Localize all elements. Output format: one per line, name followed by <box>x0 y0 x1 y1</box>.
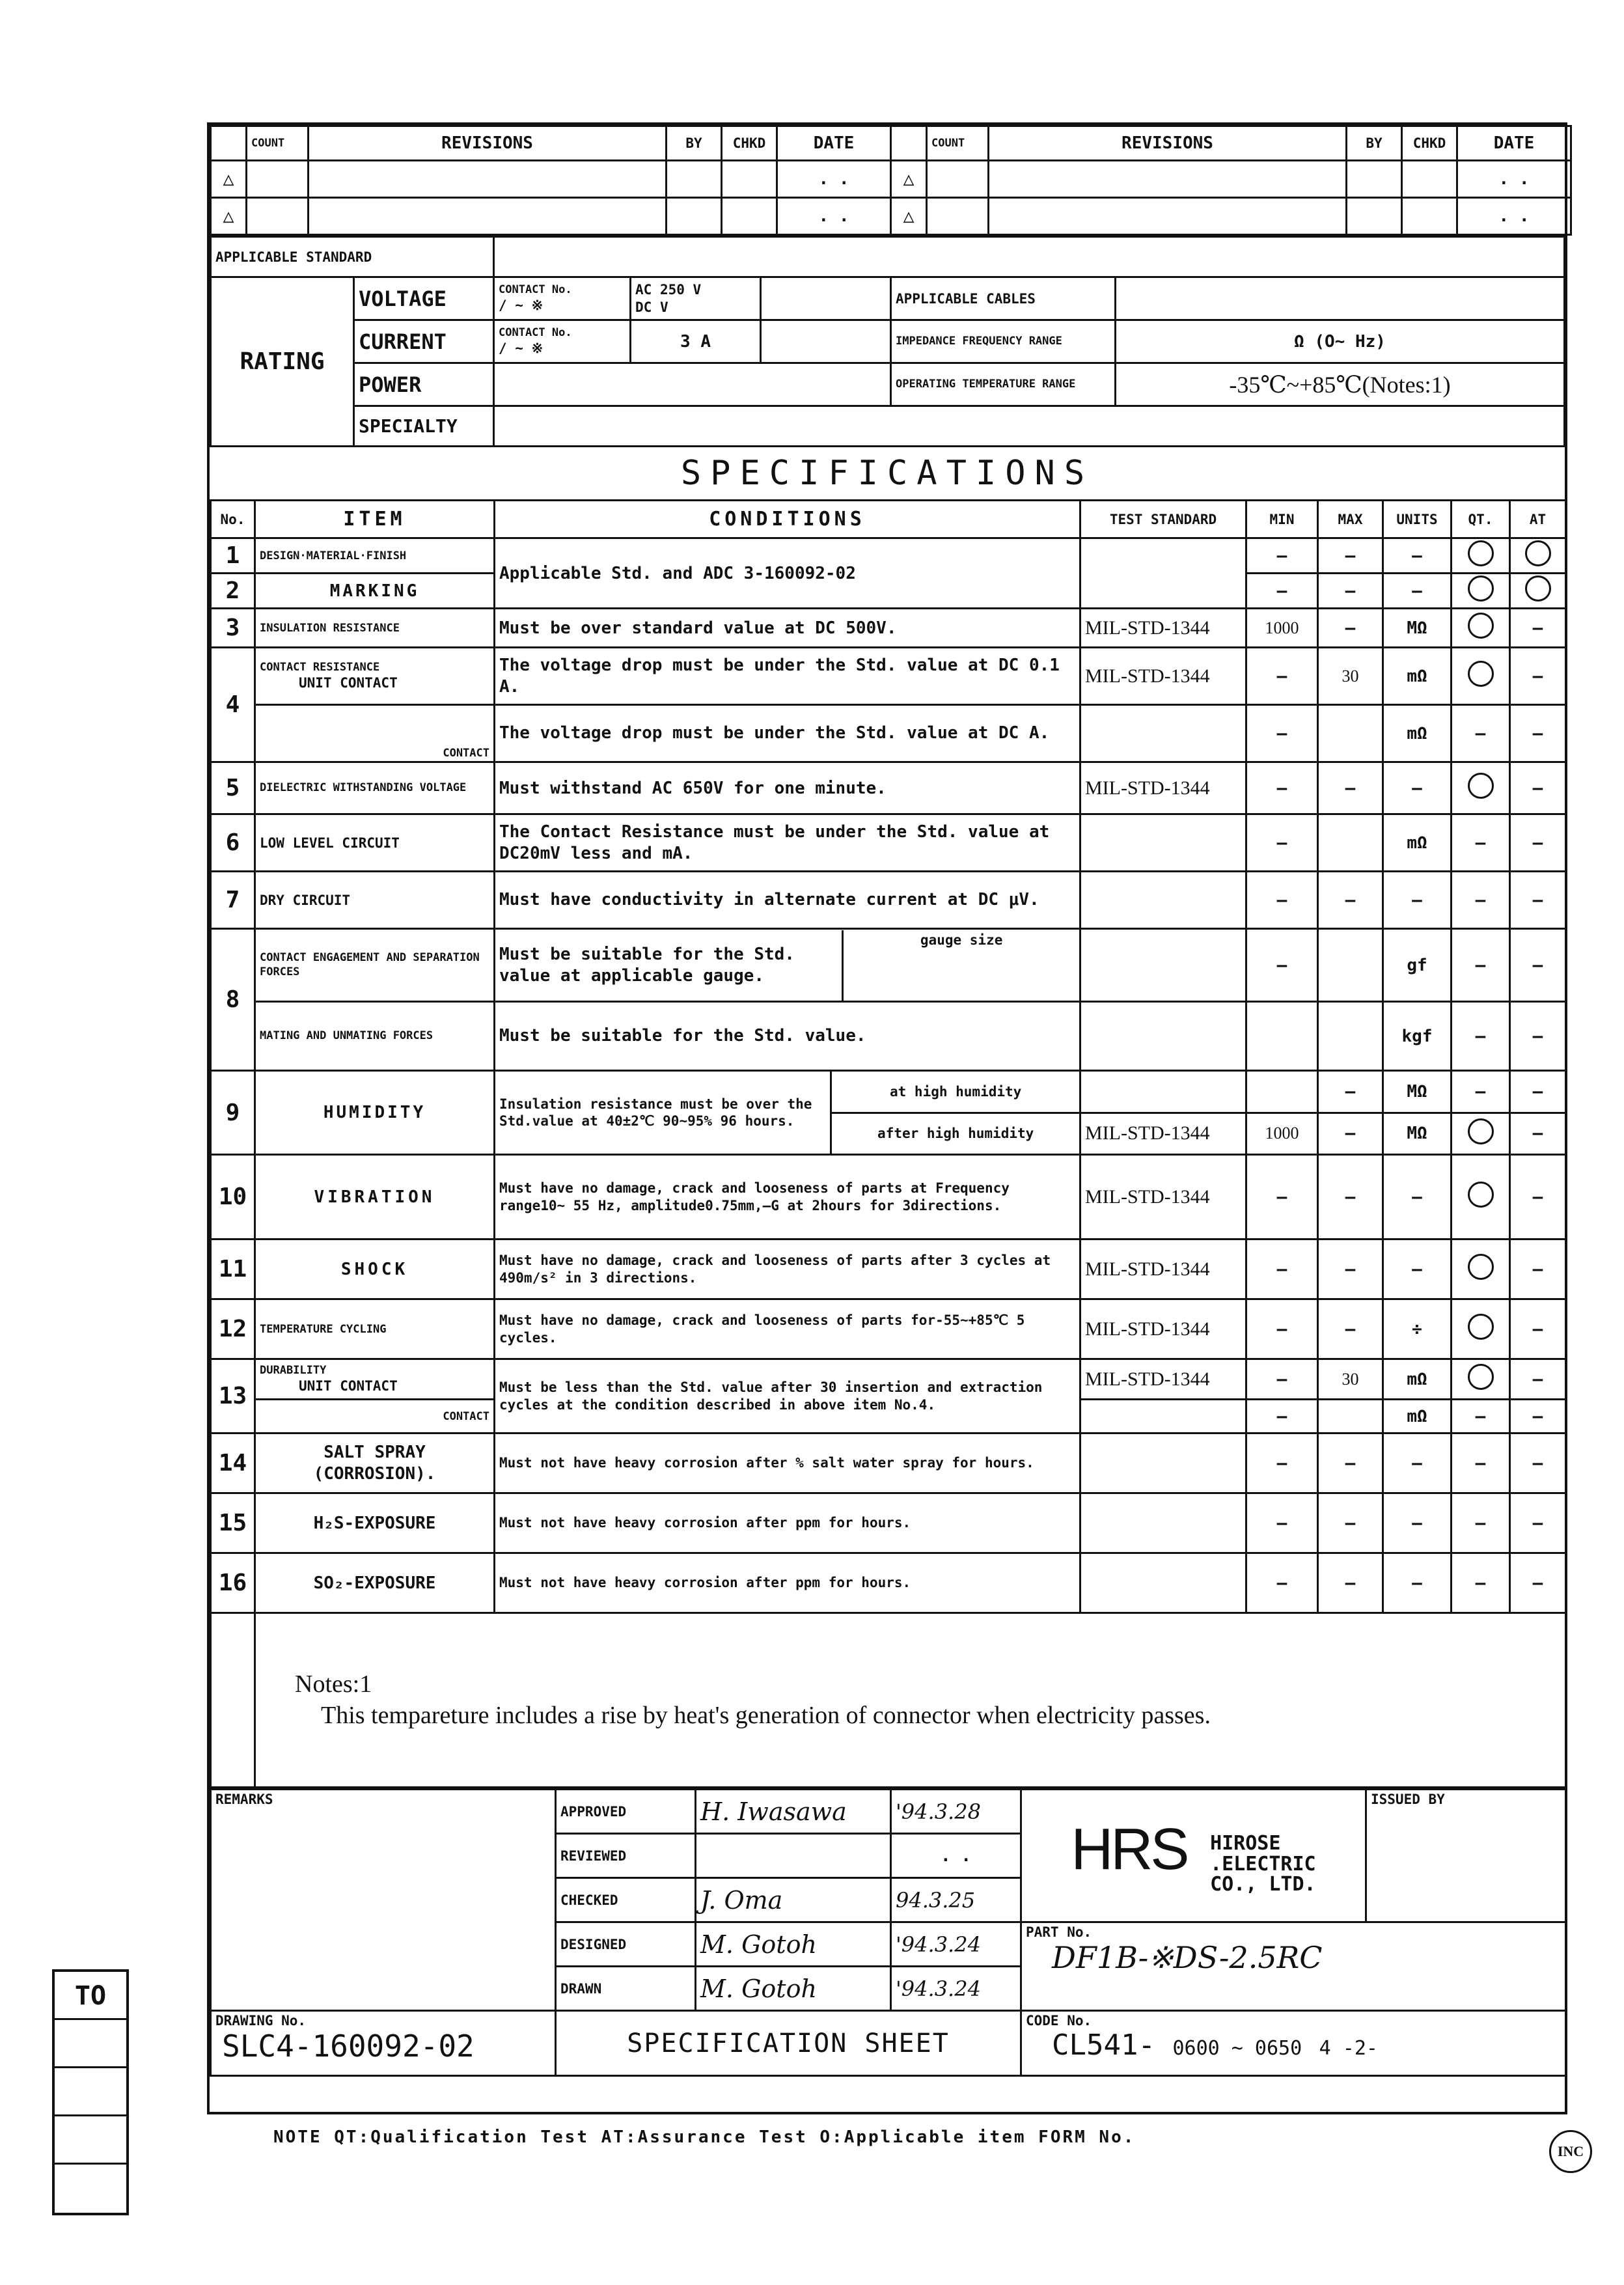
row-no: 2 <box>211 574 255 609</box>
row-condition: Must not have heavy corrosion after ppm for hours. <box>495 1553 1080 1613</box>
row-max: — <box>1318 1239 1383 1299</box>
voltage-dc-value: V <box>659 299 668 315</box>
col-item: ITEM <box>255 501 495 538</box>
row-qt: — <box>1452 814 1510 872</box>
notes-text: This tempareture includes a rise by heat's generation of connector when electricity passes. <box>321 1701 1211 1729</box>
row-qt: — <box>1452 1493 1510 1553</box>
row-item-sub: UNIT CONTACT <box>299 675 398 691</box>
impedance-label: IMPEDANCE FREQUENCY RANGE <box>891 320 1116 363</box>
row-min: — <box>1246 1493 1318 1553</box>
row-condition: Insulation resistance must be over the Std.value at 40±2℃ 90~95% 96 hours. <box>495 1072 831 1154</box>
row-test-standard: MIL-STD-1344 <box>1080 1113 1246 1155</box>
row-no: 3 <box>211 609 255 648</box>
company-line3: CO., LTD. <box>1210 1873 1316 1896</box>
row-at: — <box>1510 872 1566 929</box>
row-no: 4 <box>211 648 255 762</box>
row-item: H₂S-EXPOSURE <box>255 1493 495 1553</box>
row-at: — <box>1510 1071 1566 1113</box>
applicable-cables-label: APPLICABLE CABLES <box>891 277 1116 320</box>
sheet-title: SPECIFICATION SHEET <box>556 2011 1021 2076</box>
rev-count-header: COUNT <box>927 126 989 161</box>
row-item: MARKING <box>255 574 495 609</box>
row-qt: — <box>1452 929 1510 1002</box>
row-item-sub: UNIT CONTACT <box>299 1378 398 1394</box>
row-item: SALT SPRAY (CORROSION). <box>255 1433 495 1493</box>
row-units: — <box>1383 1493 1452 1553</box>
row-min: — <box>1246 1400 1318 1433</box>
row-qt: — <box>1452 1071 1510 1113</box>
row-no: 10 <box>211 1155 255 1239</box>
row-qt <box>1452 762 1510 814</box>
current-value: 3 A <box>631 320 761 363</box>
row-at <box>1510 538 1566 574</box>
remarks-label: REMARKS <box>211 1790 556 2011</box>
row-no: 9 <box>211 1071 255 1155</box>
row-no: 1 <box>211 538 255 574</box>
gauge-size-label: gauge size <box>920 932 1003 948</box>
rating-label: RATING <box>211 277 354 447</box>
at-high-humidity-label: at high humidity <box>831 1072 1079 1113</box>
row-units: MΩ <box>1383 1113 1452 1155</box>
applicable-circle-icon <box>1468 773 1494 799</box>
row-item: SO₂-EXPOSURE <box>255 1553 495 1613</box>
row-condition: Must have no damage, crack and looseness of parts after 3 cycles at 490m/s² in 3 directions. <box>495 1239 1080 1299</box>
revision-date: . . <box>777 160 891 197</box>
col-at: AT <box>1510 501 1566 538</box>
col-min: MIN <box>1246 501 1318 538</box>
rev-by-header: BY <box>1347 126 1402 161</box>
row-at <box>1510 574 1566 609</box>
signoff-date: '94.3.24 <box>891 1967 1021 2011</box>
row-min: — <box>1246 1433 1318 1493</box>
row-max: 30 <box>1318 648 1383 705</box>
col-max: MAX <box>1318 501 1383 538</box>
to-slot <box>55 2165 126 2213</box>
row-units: mΩ <box>1383 705 1452 762</box>
part-no-label: PART No. <box>1026 1924 1092 1940</box>
applicable-circle-icon <box>1468 1118 1494 1144</box>
row-max: — <box>1318 1113 1383 1155</box>
row-min: — <box>1246 1239 1318 1299</box>
specifications-table <box>210 499 1567 1788</box>
signoff-role: DRAWN <box>556 1967 696 2011</box>
row-test-standard: MIL-STD-1344 <box>1080 1359 1246 1400</box>
rev-revisions-header: REVISIONS <box>989 126 1347 161</box>
voltage-ac-label: AC <box>635 282 652 298</box>
applicable-circle-icon <box>1468 540 1494 566</box>
row-qt <box>1452 1299 1510 1359</box>
voltage-label: VOLTAGE <box>354 277 494 320</box>
row-condition: Must withstand AC 650V for one minute. <box>495 762 1080 814</box>
code-range: 0600 ~ 0650 <box>1172 2037 1302 2060</box>
row-no: 12 <box>211 1299 255 1359</box>
row-qt <box>1452 609 1510 648</box>
row-at: — <box>1510 1155 1566 1239</box>
row-max: — <box>1318 872 1383 929</box>
row-item-sub: CONTACT <box>255 1400 495 1433</box>
applicable-circle-icon <box>1468 661 1494 687</box>
row-item: MATING AND UNMATING FORCES <box>255 1002 495 1071</box>
current-contact-value: / ~ ※ <box>499 340 544 356</box>
footer-note: NOTE QT:Qualification Test AT:Assurance Test O:Applicable item FORM No. <box>273 2127 1136 2147</box>
row-condition: The voltage drop must be under the Std. value at DC 0.1 A. <box>495 648 1080 705</box>
row-item: TEMPERATURE CYCLING <box>255 1299 495 1359</box>
revision-date: . . <box>1457 160 1571 197</box>
row-test-standard: MIL-STD-1344 <box>1080 609 1246 648</box>
row-max: — <box>1318 1155 1383 1239</box>
signoff-name <box>696 1834 891 1878</box>
row-min: — <box>1246 538 1318 574</box>
power-label: POWER <box>354 363 494 406</box>
row-item: DURABILITY <box>260 1363 327 1377</box>
col-conditions: CONDITIONS <box>495 501 1080 538</box>
row-at: — <box>1510 1400 1566 1433</box>
row-qt: — <box>1452 1002 1510 1071</box>
rev-chkd-header: CHKD <box>1402 126 1457 161</box>
row-units: — <box>1383 574 1452 609</box>
row-at: — <box>1510 1493 1566 1553</box>
signoff-name: J. Oma <box>696 1878 891 1922</box>
row-at: — <box>1510 609 1566 648</box>
row-item: DESIGN·MATERIAL·FINISH <box>255 538 495 574</box>
row-qt: — <box>1452 705 1510 762</box>
row-condition: The Contact Resistance must be under the Std. value at DC20mV less and mA. <box>495 814 1080 872</box>
row-item-sub: CONTACT <box>255 705 495 762</box>
row-units: mΩ <box>1383 1359 1452 1400</box>
voltage-ac-value: 250 V <box>659 282 702 298</box>
row-at: — <box>1510 762 1566 814</box>
row-item: CONTACT ENGAGEMENT AND SEPARATION FORCES <box>255 929 495 1002</box>
row-condition: The voltage drop must be under the Std. value at DC A. <box>495 705 1080 762</box>
to-slot <box>55 2020 126 2068</box>
specification-sheet <box>207 122 1567 2114</box>
signoff-date: '94.3.24 <box>891 1922 1021 1967</box>
rev-date-header: DATE <box>777 126 891 161</box>
row-qt: — <box>1452 1400 1510 1433</box>
rating-table <box>210 236 1565 447</box>
revisions-table <box>210 125 1572 236</box>
row-no: 8 <box>211 929 255 1071</box>
row-item: LOW LEVEL CIRCUIT <box>255 814 495 872</box>
row-min: 1000 <box>1246 1113 1318 1155</box>
signoff-date: 94.3.25 <box>891 1878 1021 1922</box>
row-at: — <box>1510 705 1566 762</box>
row-units: — <box>1383 1155 1452 1239</box>
row-item: HUMIDITY <box>255 1071 495 1155</box>
row-item: DIELECTRIC WITHSTANDING VOLTAGE <box>255 762 495 814</box>
row-max: — <box>1318 1071 1383 1113</box>
signoff-name: M. Gotoh <box>696 1922 891 1967</box>
row-at: — <box>1510 929 1566 1002</box>
signoff-role: APPROVED <box>556 1790 696 1834</box>
row-test-standard: MIL-STD-1344 <box>1080 1155 1246 1239</box>
row-at: — <box>1510 814 1566 872</box>
row-units: mΩ <box>1383 814 1452 872</box>
row-item: VIBRATION <box>255 1155 495 1239</box>
rev-chkd-header: CHKD <box>722 126 777 161</box>
rev-date-header: DATE <box>1457 126 1571 161</box>
row-max: 30 <box>1318 1359 1383 1400</box>
row-max: — <box>1318 1553 1383 1613</box>
row-max: — <box>1318 1493 1383 1553</box>
row-qt <box>1452 1359 1510 1400</box>
row-min: — <box>1246 574 1318 609</box>
row-no: 7 <box>211 872 255 929</box>
row-max: — <box>1318 574 1383 609</box>
revision-mark: △ <box>211 160 247 197</box>
row-condition: Must be suitable for the Std. value. <box>495 1002 1080 1071</box>
drawing-no-label: DRAWING No. <box>215 2013 307 2029</box>
signoff-role: REVIEWED <box>556 1834 696 1878</box>
row-min: — <box>1246 1359 1318 1400</box>
row-test-standard: MIL-STD-1344 <box>1080 762 1246 814</box>
operating-temperature-label: OPERATING TEMPERATURE RANGE <box>891 363 1116 406</box>
row-qt: — <box>1452 1553 1510 1613</box>
issued-by-label: ISSUED BY <box>1366 1790 1566 1922</box>
row-qt <box>1452 538 1510 574</box>
row-min: — <box>1246 1155 1318 1239</box>
col-test-standard: TEST STANDARD <box>1080 501 1246 538</box>
part-no: DF1B-※DS-2.5RC <box>1052 1940 1323 1975</box>
row-test-standard: MIL-STD-1344 <box>1080 648 1246 705</box>
signoff-role: CHECKED <box>556 1878 696 1922</box>
row-max: — <box>1318 762 1383 814</box>
row-min: — <box>1246 648 1318 705</box>
after-high-humidity-label: after high humidity <box>877 1126 1034 1142</box>
row-item: SHOCK <box>255 1239 495 1299</box>
specifications-title: SPECIFICATIONS <box>680 454 1094 493</box>
revision-date: . . <box>1457 197 1571 234</box>
row-condition: Must have no damage, crack and looseness of parts for-55~+85℃ 5 cycles. <box>495 1299 1080 1359</box>
code-no: CL541- <box>1052 2029 1155 2062</box>
company-line2: .ELECTRIC <box>1210 1852 1316 1876</box>
row-at: — <box>1510 1553 1566 1613</box>
voltage-dc-label: DC <box>635 299 652 315</box>
row-no: 15 <box>211 1493 255 1553</box>
col-units: UNITS <box>1383 501 1452 538</box>
row-condition: Must have no damage, crack and looseness of parts at Frequency range10~ 55 Hz, amplitude0.75mm,—G at 2hours for 3directions. <box>495 1155 1080 1239</box>
row-units: ÷ <box>1383 1299 1452 1359</box>
voltage-contact-value: / ~ ※ <box>499 298 544 313</box>
row-units: — <box>1383 872 1452 929</box>
row-min: — <box>1246 1553 1318 1613</box>
revision-mark: △ <box>211 197 247 234</box>
row-item: DRY CIRCUIT <box>255 872 495 929</box>
row-min: — <box>1246 929 1318 1002</box>
row-min: — <box>1246 705 1318 762</box>
row-units: MΩ <box>1383 609 1452 648</box>
current-contact-label: CONTACT No. <box>499 325 572 339</box>
row-units: — <box>1383 1553 1452 1613</box>
drawing-no: SLC4-160092-02 <box>222 2029 475 2064</box>
rev-revisions-header: REVISIONS <box>309 126 667 161</box>
row-min: — <box>1246 872 1318 929</box>
row-units: MΩ <box>1383 1071 1452 1113</box>
to-box <box>52 1969 129 2215</box>
row-test-standard: MIL-STD-1344 <box>1080 1299 1246 1359</box>
applicable-circle-icon <box>1468 1364 1494 1390</box>
operating-temperature-value: -35℃~+85℃(Notes:1) <box>1116 363 1565 406</box>
row-no: 11 <box>211 1239 255 1299</box>
row-max: — <box>1318 1299 1383 1359</box>
hrs-logo: HRS <box>1071 1817 1187 1883</box>
row-item: CONTACT RESISTANCE <box>260 660 380 674</box>
revision-date: . . <box>777 197 891 234</box>
applicable-circle-icon <box>1525 575 1551 602</box>
row-units: gf <box>1383 929 1452 1002</box>
row-max: — <box>1318 1433 1383 1493</box>
row-units: kgf <box>1383 1002 1452 1071</box>
title-block <box>210 1788 1567 2077</box>
row-units: — <box>1383 1433 1452 1493</box>
signoff-date: '94.3.28 <box>891 1790 1021 1834</box>
revision-mark: △ <box>891 197 927 234</box>
current-label: CURRENT <box>354 320 494 363</box>
row-qt <box>1452 1113 1510 1155</box>
applicable-circle-icon <box>1468 575 1494 602</box>
row-max: — <box>1318 609 1383 648</box>
code-suffix: 4 -2- <box>1319 2037 1378 2060</box>
applicable-circle-icon <box>1468 1182 1494 1208</box>
applicable-circle-icon <box>1468 613 1494 639</box>
inc-stamp: INC <box>1549 2130 1592 2173</box>
row-qt <box>1452 574 1510 609</box>
rev-count-header: COUNT <box>247 126 309 161</box>
applicable-circle-icon <box>1468 1254 1494 1280</box>
row-min: 1000 <box>1246 609 1318 648</box>
applicable-circle-icon <box>1468 1314 1494 1340</box>
specialty-label: SPECIALTY <box>354 406 494 447</box>
row-condition: Must be over standard value at DC 500V. <box>495 609 1080 648</box>
row-condition: Must not have heavy corrosion after ppm for hours. <box>495 1493 1080 1553</box>
row-qt: — <box>1452 1433 1510 1493</box>
applicable-standard-label: APPLICABLE STANDARD <box>211 237 494 277</box>
row-at: — <box>1510 1113 1566 1155</box>
row-at: — <box>1510 648 1566 705</box>
signoff-role: DESIGNED <box>556 1922 696 1967</box>
row-no: 6 <box>211 814 255 872</box>
company-line1: HIROSE <box>1210 1832 1281 1855</box>
row-condition: Must have conductivity in alternate current at DC μV. <box>495 872 1080 929</box>
col-qt: QT. <box>1452 501 1510 538</box>
row-test-standard: MIL-STD-1344 <box>1080 1239 1246 1299</box>
row-max: — <box>1318 538 1383 574</box>
row-units: mΩ <box>1383 1400 1452 1433</box>
signoff-name: M. Gotoh <box>696 1967 891 2011</box>
row-no: 16 <box>211 1553 255 1613</box>
row-no: 13 <box>211 1359 255 1433</box>
row-at: — <box>1510 1239 1566 1299</box>
row-no: 5 <box>211 762 255 814</box>
row-condition: Applicable Std. and ADC 3-160092-02 <box>495 538 1080 609</box>
row-units: — <box>1383 762 1452 814</box>
row-condition: Must not have heavy corrosion after % salt water spray for hours. <box>495 1433 1080 1493</box>
row-condition: Must be less than the Std. value after 30 insertion and extraction cycles at the condition described in above item No.4. <box>495 1359 1080 1433</box>
to-label: TO <box>55 1972 126 2020</box>
row-qt <box>1452 648 1510 705</box>
row-at: — <box>1510 1002 1566 1071</box>
col-no: No. <box>211 501 255 538</box>
signoff-name: H. Iwasawa <box>696 1790 891 1834</box>
row-qt <box>1452 1239 1510 1299</box>
code-no-label: CODE No. <box>1026 2013 1092 2029</box>
row-units: — <box>1383 1239 1452 1299</box>
row-min: — <box>1246 1299 1318 1359</box>
to-slot <box>55 2068 126 2116</box>
voltage-contact-label: CONTACT No. <box>499 283 572 296</box>
row-qt <box>1452 1155 1510 1239</box>
row-item: INSULATION RESISTANCE <box>255 609 495 648</box>
row-no: 14 <box>211 1433 255 1493</box>
row-qt: — <box>1452 872 1510 929</box>
revision-mark: △ <box>891 160 927 197</box>
notes-label: Notes:1 <box>295 1670 372 1698</box>
row-units: — <box>1383 538 1452 574</box>
rev-by-header: BY <box>667 126 722 161</box>
applicable-circle-icon <box>1525 540 1551 566</box>
to-slot <box>55 2116 126 2165</box>
row-at: — <box>1510 1299 1566 1359</box>
impedance-value: Ω (O~ Hz) <box>1116 320 1565 363</box>
row-at: — <box>1510 1359 1566 1400</box>
signoff-date: . . <box>891 1834 1021 1878</box>
row-units: mΩ <box>1383 648 1452 705</box>
row-condition: Must be suitable for the Std. value at applicable gauge. <box>495 930 843 1001</box>
row-min: — <box>1246 762 1318 814</box>
row-min: — <box>1246 814 1318 872</box>
row-at: — <box>1510 1433 1566 1493</box>
